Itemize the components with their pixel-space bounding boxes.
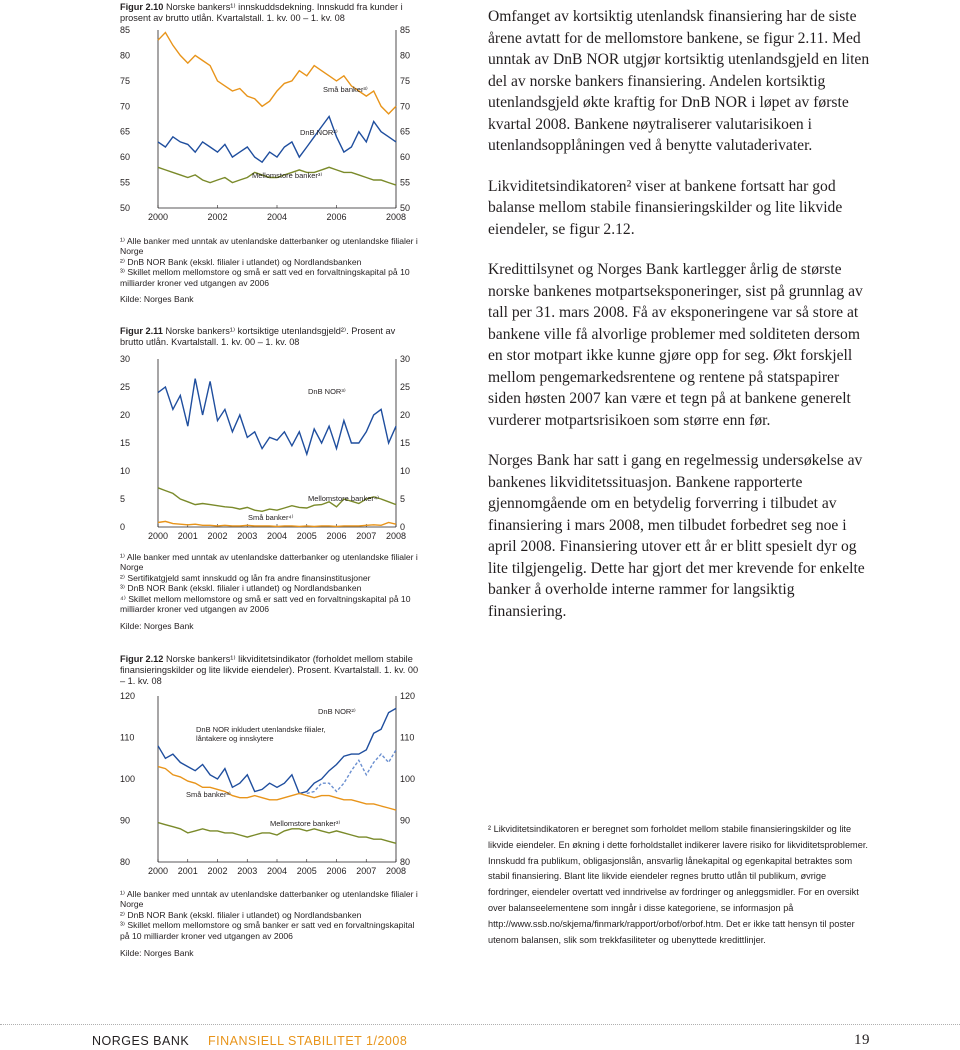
y-tick-label-left: 85 — [120, 25, 131, 35]
x-tick-label: 2005 — [296, 531, 317, 541]
paragraph: Kredittilsynet og Norges Bank kartlegger årlig de største norske bankenes motpartseksponeringer, sist på grunnlag av tall per 31. mars 2008. Få av eksponeringene var så store at bankene ville få alvorlige problemer med solditeten dersom en stor motpart ikke kunne gjøre opp for seg. Økt forskjell mellom pengemarkedsrentene og rentene på statspapirer siden høsten 2007 kan være et tegn på at bankene generelt vurderer motpartsrisikoen som større enn før. — [488, 261, 863, 429]
series-line — [158, 767, 396, 811]
series-label: Små banker³⁾ — [323, 85, 368, 94]
y-tick-label-right: 15 — [400, 438, 411, 448]
x-tick-label: 2005 — [296, 866, 317, 876]
figure-label: Figur 2.12 — [120, 654, 164, 664]
figure-caption-text: Norske bankers¹⁾ likviditetsindikator (forholdet mellom stabile finansieringskilder og lite likvide eiendeler). Prosent. Kvartalstall. 1. kv. 00 – 1. kv. 08 — [120, 654, 419, 686]
x-tick-label: 2008 — [385, 212, 407, 222]
x-tick-label: 2002 — [207, 212, 228, 222]
series-label: DnB NOR inkludert utenlandske filialer, — [196, 725, 326, 734]
y-tick-label-right: 20 — [400, 410, 411, 420]
y-tick-label-left: 5 — [120, 494, 126, 504]
y-tick-label-right: 25 — [400, 382, 411, 392]
y-tick-label-left: 25 — [120, 382, 131, 392]
paragraph: Likviditetsindikatoren² viser at bankene fortsatt har god balanse mellom stabile finansieringskilder og lite likvide eiendeler, se figur 2.12. — [488, 177, 843, 238]
x-tick-label: 2008 — [385, 531, 407, 541]
y-tick-label-left: 0 — [120, 522, 126, 532]
y-tick-label-left: 110 — [120, 732, 135, 743]
paragraph: Norges Bank har satt i gang en regelmessig undersøkelse av bankenes likviditetssituasjon. Bankene rapporterte gjennomgående om en betydelig forverring i tilbudet av finansiering i mars 2008, men tilbudet forbedret seg noe i april 2008. Finansiering utover ett år er blitt spesielt dyr og lite tilgjengelig. Dette har gjort det mer krevende for enkelte banker å overholde interne rammer for langsiktig finansiering. — [488, 452, 865, 620]
y-tick-label-left: 30 — [120, 354, 131, 364]
y-tick-label-right: 10 — [400, 466, 411, 476]
series-line — [307, 750, 396, 794]
x-tick-label: 2000 — [147, 531, 169, 541]
figure-2-11-notes — [120, 552, 420, 614]
x-tick-label: 2003 — [237, 866, 258, 876]
note: ¹⁾ Alle banker med unntak av utenlandske datterbanker og utenlandske filialer i Norge — [120, 552, 418, 573]
y-tick-label-right: 75 — [400, 75, 411, 86]
chart-svg — [118, 25, 418, 226]
y-tick-label-left: 70 — [120, 101, 131, 112]
series-line — [158, 379, 396, 455]
series-line — [158, 117, 396, 163]
footer-publication: FINANSIELL STABILITET 1/2008 — [208, 1034, 408, 1048]
y-tick-label-left: 80 — [120, 857, 131, 867]
figure-label: Figur 2.10 — [120, 2, 164, 12]
x-tick-label: 2004 — [266, 531, 288, 541]
chart-svg — [118, 355, 418, 545]
y-tick-label-left: 90 — [120, 815, 131, 826]
series-label: låntakere og innskytere — [196, 734, 274, 743]
y-tick-label-left: 100 — [120, 774, 136, 784]
note: ²⁾ Sertifikatgjeld samt innskudd og lån fra andre finansinstitusjoner — [120, 572, 371, 583]
note: ³⁾ DnB NOR Bank (ekskl. filialer i utlandet) og Nordlandsbanken — [120, 583, 362, 594]
figure-2-10-caption — [120, 2, 420, 24]
y-tick-label-left: 10 — [120, 466, 131, 476]
series-label: Små banker³⁾ — [186, 790, 231, 799]
figure-label: Figur 2.11 — [120, 326, 163, 336]
x-tick-label: 2004 — [266, 212, 288, 222]
series-label: DnB NOR²⁾ — [318, 707, 356, 716]
chart-svg — [118, 690, 418, 882]
x-tick-label: 2007 — [356, 531, 377, 541]
note: ²⁾ DnB NOR Bank (ekskl. filialer i utlandet) og Nordlandsbanken — [120, 909, 362, 920]
y-tick-label-left: 60 — [120, 152, 131, 163]
y-tick-label-right: 80 — [400, 857, 411, 867]
figure-2-12-notes — [120, 889, 420, 941]
note: ³⁾ Skillet mellom mellomstore og små er satt ved en forvaltningskapital på 10 milliarder kroner ved utgangen av 2006 — [120, 267, 410, 288]
note: ³⁾ Skillet mellom mellomstore og små banker er satt ved en forvaltningskapital på 10 milliarder kroner ved utgangen av 2006 — [120, 920, 415, 941]
series-label: DnB NOR²⁾ — [300, 128, 338, 137]
series-label: Mellomstore banker³⁾ — [252, 171, 323, 180]
footer-rule — [0, 1024, 960, 1025]
figure-caption-text: Norske bankers¹⁾ innskuddsdekning. Innskudd fra kunder i prosent av brutto utlån. Kvartalstall. 1. kv. 00 – 1. kv. 08 — [120, 2, 403, 23]
figure-2-10-notes — [120, 236, 420, 288]
y-tick-label-left: 55 — [120, 177, 131, 188]
x-tick-label: 2006 — [326, 212, 347, 222]
note: ¹⁾ Alle banker med unntak av utenlandske datterbanker og utenlandske filialer i Norge — [120, 236, 418, 257]
series-line — [158, 33, 396, 114]
y-tick-label-right: 0 — [400, 522, 406, 532]
page-number: 19 — [854, 1032, 870, 1048]
footer-publisher: NORGES BANK — [92, 1034, 190, 1048]
x-tick-label: 2007 — [356, 866, 377, 876]
y-tick-label-left: 120 — [120, 691, 136, 701]
y-tick-label-right: 80 — [400, 50, 411, 61]
x-tick-label: 2003 — [237, 531, 258, 541]
y-tick-label-right: 30 — [400, 354, 411, 364]
note: ²⁾ DnB NOR Bank (ekskl. filialer i utlandet) og Nordlandsbanken — [120, 256, 362, 267]
x-tick-label: 2002 — [207, 866, 228, 876]
figure-2-10-chart — [118, 25, 418, 231]
series-label: Små banker⁴⁾ — [248, 513, 294, 522]
y-tick-label-left: 15 — [120, 438, 131, 448]
y-tick-label-left: 20 — [120, 410, 131, 420]
y-tick-label-left: 80 — [120, 50, 131, 61]
x-tick-label: 2001 — [177, 531, 198, 541]
y-tick-label-right: 90 — [400, 815, 411, 826]
x-tick-label: 2000 — [147, 212, 169, 222]
footnote: ² Likviditetsindikatoren er beregnet som forholdet mellom stabile finansieringskilder og lite likvide eiendeler. En økning i dette forholdstallet indikerer lavere risiko for likviditetsproblemer. Innskudd fra publikum, obligasjonslån, ansvarlig lånekapital og egenkapital betraktes som stabil finansiering. Blant lite likvide eiendeler regnes brutto utlån til publikum, øvrige fordringer, eiendeler overtatt ved inndrivelse av fordringer og anleggsmidler. For en oversikt over balanseelementene som inngår i disse kategoriene, se informasjon på http://www.ssb.no/skjema/finmark/rapport/orbof/orbof.htm. Det er ikke tatt hensyn til poster utenom balansen, slik som trekkfasiliteter og ubenyttede kredittlinjer. — [488, 824, 868, 945]
x-tick-label: 2000 — [147, 866, 169, 876]
y-tick-label-left: 75 — [120, 75, 131, 86]
body-column — [488, 6, 870, 641]
figure-2-11-source: Kilde: Norges Bank — [120, 621, 194, 631]
y-tick-label-right: 70 — [400, 101, 411, 112]
figure-2-12-caption — [120, 654, 420, 687]
y-tick-label-right: 55 — [400, 177, 411, 188]
x-tick-label: 2006 — [326, 531, 347, 541]
y-tick-label-left: 65 — [120, 126, 131, 137]
paragraph: Omfanget av kortsiktig utenlandsk finansiering har de siste årene avtatt for de mellomstore bankene, se figur 2.11. Med unntak av DnB NOR utgjør kortsiktig utenlandsgjeld en liten del av norske bankers finansiering. Andelen kortsiktig utenlandsgjeld økte kraftig for DnB NOR i løpet av første kvartal 2008. Bankene nøytraliserer valutarisikoen i utenlandsopplåningen ved å benytte valutaderivater. — [488, 8, 870, 154]
x-tick-label: 2002 — [207, 531, 228, 541]
y-tick-label-left: 50 — [120, 203, 131, 213]
y-tick-label-right: 100 — [400, 774, 416, 784]
figure-caption-text: Norske bankers¹⁾ kortsiktige utenlandsgjeld²⁾. Prosent av brutto utlån. Kvartalstall. 1. kv. 00 – 1. kv. 08 — [120, 326, 396, 347]
x-tick-label: 2006 — [326, 866, 347, 876]
figure-2-11-chart — [118, 355, 418, 550]
series-label: Mellomstore banker⁴⁾ — [308, 494, 379, 503]
x-tick-label: 2008 — [385, 866, 407, 876]
figure-2-10-source: Kilde: Norges Bank — [120, 294, 194, 304]
y-tick-label-right: 60 — [400, 152, 411, 163]
figure-2-11-caption — [120, 326, 420, 348]
y-tick-label-right: 120 — [400, 691, 416, 701]
note: ¹⁾ Alle banker med unntak av utenlandske datterbanker og utenlandske filialer i Norge — [120, 889, 418, 910]
figure-2-12-source: Kilde: Norges Bank — [120, 948, 194, 958]
figure-2-12-chart — [118, 690, 418, 887]
y-tick-label-right: 85 — [400, 25, 411, 35]
series-label: Mellomstore banker³⁾ — [270, 819, 341, 828]
series-line — [158, 708, 396, 793]
series-label: DnB NOR³⁾ — [308, 387, 346, 396]
y-tick-label-right: 5 — [400, 494, 406, 504]
y-tick-label-right: 65 — [400, 126, 411, 137]
x-tick-label: 2001 — [177, 866, 198, 876]
y-tick-label-right: 110 — [400, 732, 415, 743]
x-tick-label: 2004 — [266, 866, 288, 876]
y-tick-label-right: 50 — [400, 203, 411, 213]
note: ⁴⁾ Skillet mellom mellomstore og små er satt ved en forvaltningskapital på 10 milliarder kroner ved utgangen av 2006 — [120, 593, 411, 615]
